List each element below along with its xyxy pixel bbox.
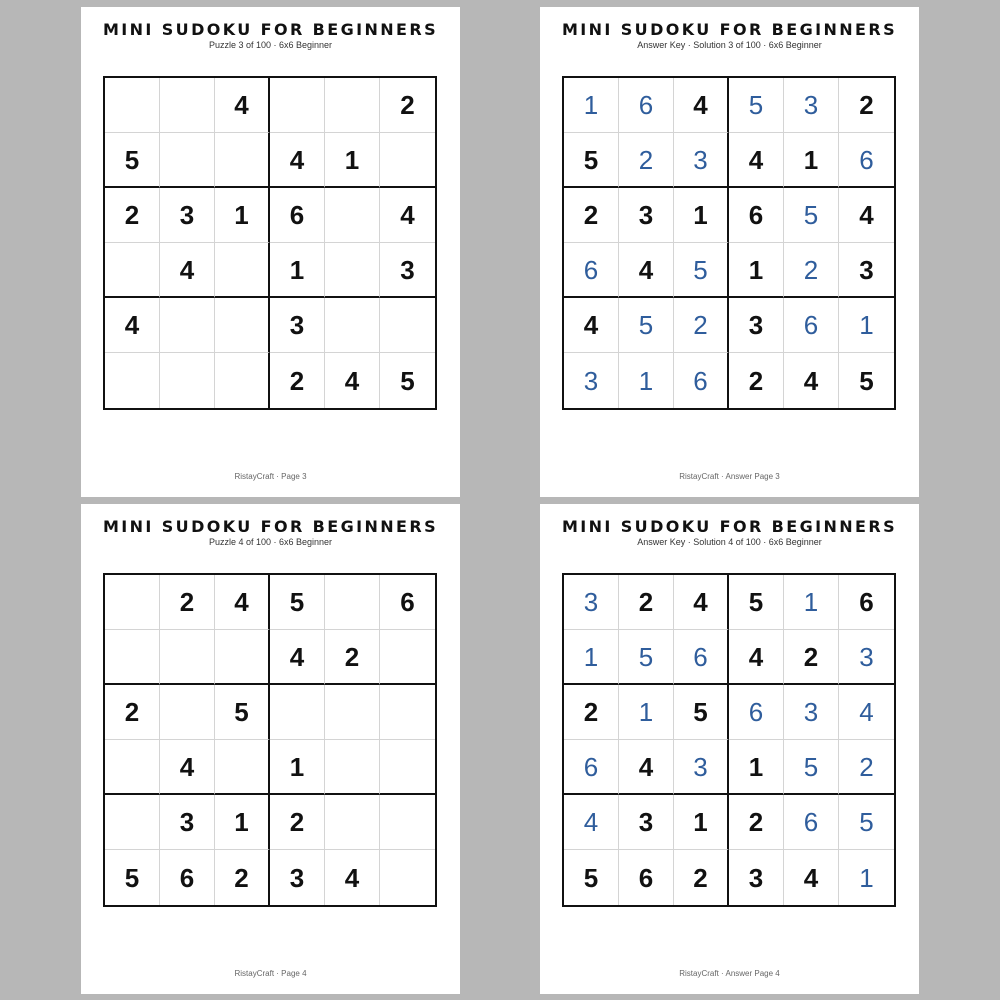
sudoku-cell-given: 4 (105, 298, 160, 353)
sudoku-cell-given: 5 (105, 850, 160, 905)
sudoku-cell-given: 6 (619, 850, 674, 905)
page-footer: RistayCraft · Page 4 (234, 969, 307, 978)
sudoku-cell-given: 3 (160, 188, 215, 243)
sudoku-cell-given: 4 (564, 298, 619, 353)
sudoku-cell-solution: 5 (784, 740, 839, 795)
sudoku-cell-solution: 4 (839, 685, 894, 740)
sudoku-cell-given: 1 (674, 795, 729, 850)
page-title: MINI SUDOKU FOR BEGINNERS (561, 517, 898, 536)
sudoku-cell-solution: 5 (729, 78, 784, 133)
sudoku-cell-solution: 6 (564, 243, 619, 298)
sudoku-cell-given: 2 (674, 850, 729, 905)
page-title: MINI SUDOKU FOR BEGINNERS (102, 517, 439, 536)
sudoku-cell-given: 4 (325, 850, 380, 905)
sudoku-cell-solution: 5 (674, 243, 729, 298)
sudoku-cell-given: 5 (105, 133, 160, 188)
sudoku-cell-empty (380, 298, 435, 353)
sudoku-cell-given: 5 (729, 575, 784, 630)
sudoku-cell-solution: 2 (674, 298, 729, 353)
sudoku-cell-empty (380, 630, 435, 685)
sudoku-cell-given: 6 (160, 850, 215, 905)
sudoku-cell-given: 3 (270, 850, 325, 905)
sudoku-cell-solution: 2 (784, 243, 839, 298)
sudoku-cell-empty (325, 188, 380, 243)
sudoku-cell-given: 1 (784, 133, 839, 188)
sudoku-cell-empty (105, 795, 160, 850)
sudoku-cell-given: 4 (674, 575, 729, 630)
sudoku-cell-given: 6 (380, 575, 435, 630)
sudoku-cell-empty (380, 685, 435, 740)
sudoku-cell-empty (160, 298, 215, 353)
puzzle-page-3 (81, 7, 460, 497)
sudoku-cell-given: 2 (380, 78, 435, 133)
sudoku-cell-given: 2 (729, 795, 784, 850)
sudoku-cell-given: 3 (270, 298, 325, 353)
sudoku-cell-empty (105, 575, 160, 630)
page-subtitle: Answer Key · Solution 4 of 100 · 6x6 Beginner (637, 537, 822, 547)
page-footer: RistayCraft · Page 3 (234, 472, 307, 481)
sudoku-cell-given: 4 (729, 133, 784, 188)
sudoku-cell-empty (270, 685, 325, 740)
sudoku-cell-empty (105, 353, 160, 408)
sudoku-cell-empty (215, 133, 270, 188)
sudoku-cell-given: 1 (729, 740, 784, 795)
sudoku-cell-given: 2 (160, 575, 215, 630)
sudoku-cell-empty (105, 630, 160, 685)
sudoku-cell-solution: 3 (839, 630, 894, 685)
sudoku-cell-given: 1 (215, 795, 270, 850)
sudoku-cell-given: 2 (215, 850, 270, 905)
sudoku-cell-solution: 1 (784, 575, 839, 630)
sudoku-cell-empty (325, 795, 380, 850)
sudoku-cell-given: 2 (784, 630, 839, 685)
sudoku-cell-given: 6 (729, 188, 784, 243)
sudoku-cell-given: 1 (674, 188, 729, 243)
sudoku-cell-solution: 6 (619, 78, 674, 133)
sudoku-cell-given: 3 (160, 795, 215, 850)
sudoku-cell-solution: 4 (564, 795, 619, 850)
sudoku-cell-solution: 3 (674, 740, 729, 795)
sudoku-cell-empty (215, 243, 270, 298)
sudoku-cell-empty (325, 243, 380, 298)
sudoku-cell-given: 2 (105, 188, 160, 243)
sudoku-cell-given: 5 (564, 133, 619, 188)
sudoku-cell-empty (325, 740, 380, 795)
sudoku-cell-given: 2 (619, 575, 674, 630)
sudoku-cell-given: 6 (839, 575, 894, 630)
sudoku-cell-solution: 3 (784, 78, 839, 133)
sudoku-cell-given: 4 (619, 740, 674, 795)
sudoku-cell-given: 5 (859, 365, 874, 396)
sudoku-answer-grid (562, 573, 896, 907)
sudoku-cell-given: 1 (215, 188, 270, 243)
sudoku-cell-solution: 5 (619, 630, 674, 685)
sudoku-cell-empty (160, 78, 215, 133)
sudoku-cell-solution: 5 (784, 188, 839, 243)
sudoku-cell-solution: 1 (619, 353, 674, 408)
sudoku-cell-empty (325, 298, 380, 353)
sudoku-cell-given: 2 (564, 188, 619, 243)
sudoku-cell-given: 2 (839, 78, 894, 133)
sudoku-cell-given: 1 (325, 133, 380, 188)
sudoku-cell-given: 3 (729, 298, 784, 353)
sudoku-grid (103, 76, 437, 410)
sudoku-cell-solution: 3 (674, 133, 729, 188)
sudoku-cell-empty (325, 685, 380, 740)
sudoku-cell-given: 1 (729, 243, 784, 298)
sudoku-cell-solution: 5 (839, 795, 894, 850)
sudoku-grid (103, 573, 437, 907)
sudoku-cell-empty (215, 740, 270, 795)
page-title: MINI SUDOKU FOR BEGINNERS (561, 20, 898, 39)
sudoku-cell-empty (380, 740, 435, 795)
page-subtitle: Puzzle 3 of 100 · 6x6 Beginner (208, 40, 333, 50)
sudoku-cell-given: 3 (729, 850, 784, 905)
sudoku-cell-empty (325, 78, 380, 133)
sudoku-cell-empty (160, 133, 215, 188)
answer-page-3 (540, 7, 919, 497)
sudoku-cell-solution: 6 (564, 740, 619, 795)
sudoku-cell-solution: 3 (564, 353, 619, 408)
sudoku-cell-given: 3 (619, 795, 674, 850)
sudoku-cell-solution: 6 (784, 795, 839, 850)
sudoku-cell-empty (160, 353, 215, 408)
page-subtitle: Puzzle 4 of 100 · 6x6 Beginner (208, 537, 333, 547)
sudoku-cell-empty (215, 630, 270, 685)
sudoku-cell-solution: 2 (619, 133, 674, 188)
sudoku-cell-given: 4 (160, 740, 215, 795)
sudoku-cell-empty (215, 298, 270, 353)
sudoku-cell-given: 4 (784, 353, 839, 408)
sudoku-cell-solution: 6 (784, 298, 839, 353)
sudoku-cell-given: 1 (270, 740, 325, 795)
sudoku-cell-given: 3 (839, 243, 894, 298)
sudoku-cell-empty (215, 353, 270, 408)
sudoku-cell-given: 3 (619, 188, 674, 243)
sudoku-cell-empty (380, 795, 435, 850)
sudoku-cell-empty (105, 740, 160, 795)
sudoku-cell-given: 2 (270, 795, 325, 850)
sudoku-cell-given: 4 (784, 850, 839, 905)
sudoku-cell-given: 4 (270, 133, 325, 188)
sudoku-cell-given: 4 (380, 188, 435, 243)
sudoku-cell-given: 1 (270, 243, 325, 298)
sudoku-cell-empty (105, 78, 160, 133)
sudoku-cell-solution: 1 (859, 862, 874, 893)
sudoku-cell-empty (160, 685, 215, 740)
answer-page-4 (540, 504, 919, 994)
sudoku-cell-solution: 6 (674, 353, 729, 408)
page-subtitle: Answer Key · Solution 3 of 100 · 6x6 Beginner (637, 40, 822, 50)
sudoku-cell-empty (380, 133, 435, 188)
sudoku-cell-given: 4 (215, 575, 270, 630)
sudoku-cell-given: 2 (729, 353, 784, 408)
sudoku-cell-given: 4 (674, 78, 729, 133)
sudoku-cell-given: 4 (839, 188, 894, 243)
sudoku-cell-given: 5 (270, 575, 325, 630)
sudoku-cell-given: 2 (564, 685, 619, 740)
puzzle-page-4 (81, 504, 460, 994)
sudoku-cell-given: 2 (105, 685, 160, 740)
sudoku-cell-given: 3 (380, 243, 435, 298)
sudoku-cell-empty (380, 850, 435, 905)
sudoku-cell-empty (160, 630, 215, 685)
sudoku-cell-solution: 5 (619, 298, 674, 353)
sudoku-cell-solution: 6 (674, 630, 729, 685)
sudoku-cell-solution: 1 (564, 78, 619, 133)
sudoku-cell-solution: 2 (839, 740, 894, 795)
sudoku-cell-solution: 1 (839, 298, 894, 353)
sudoku-cell-given: 5 (564, 850, 619, 905)
sudoku-cell-given: 2 (270, 353, 325, 408)
sudoku-cell-solution: 6 (729, 685, 784, 740)
sudoku-cell-empty (325, 575, 380, 630)
page-footer: RistayCraft · Answer Page 3 (679, 472, 780, 481)
sudoku-cell-given: 4 (325, 353, 380, 408)
sudoku-cell-given: 2 (325, 630, 380, 685)
sudoku-cell-solution: 1 (619, 685, 674, 740)
sudoku-cell-given: 4 (270, 630, 325, 685)
sudoku-cell-given: 5 (215, 685, 270, 740)
sudoku-cell-given: 4 (729, 630, 784, 685)
sudoku-cell-solution: 1 (564, 630, 619, 685)
sudoku-answer-grid (562, 76, 896, 410)
sudoku-cell-given: 4 (215, 78, 270, 133)
sudoku-cell-solution: 6 (839, 133, 894, 188)
sudoku-cell-given: 5 (674, 685, 729, 740)
sudoku-cell-empty (270, 78, 325, 133)
sudoku-cell-given: 6 (270, 188, 325, 243)
sudoku-cell-solution: 3 (564, 575, 619, 630)
page-footer: RistayCraft · Answer Page 4 (679, 969, 780, 978)
sudoku-cell-given: 4 (160, 243, 215, 298)
sudoku-cell-given: 4 (619, 243, 674, 298)
sudoku-cell-given: 5 (400, 365, 415, 396)
sudoku-cell-empty (105, 243, 160, 298)
sudoku-cell-solution: 3 (784, 685, 839, 740)
page-title: MINI SUDOKU FOR BEGINNERS (102, 20, 439, 39)
